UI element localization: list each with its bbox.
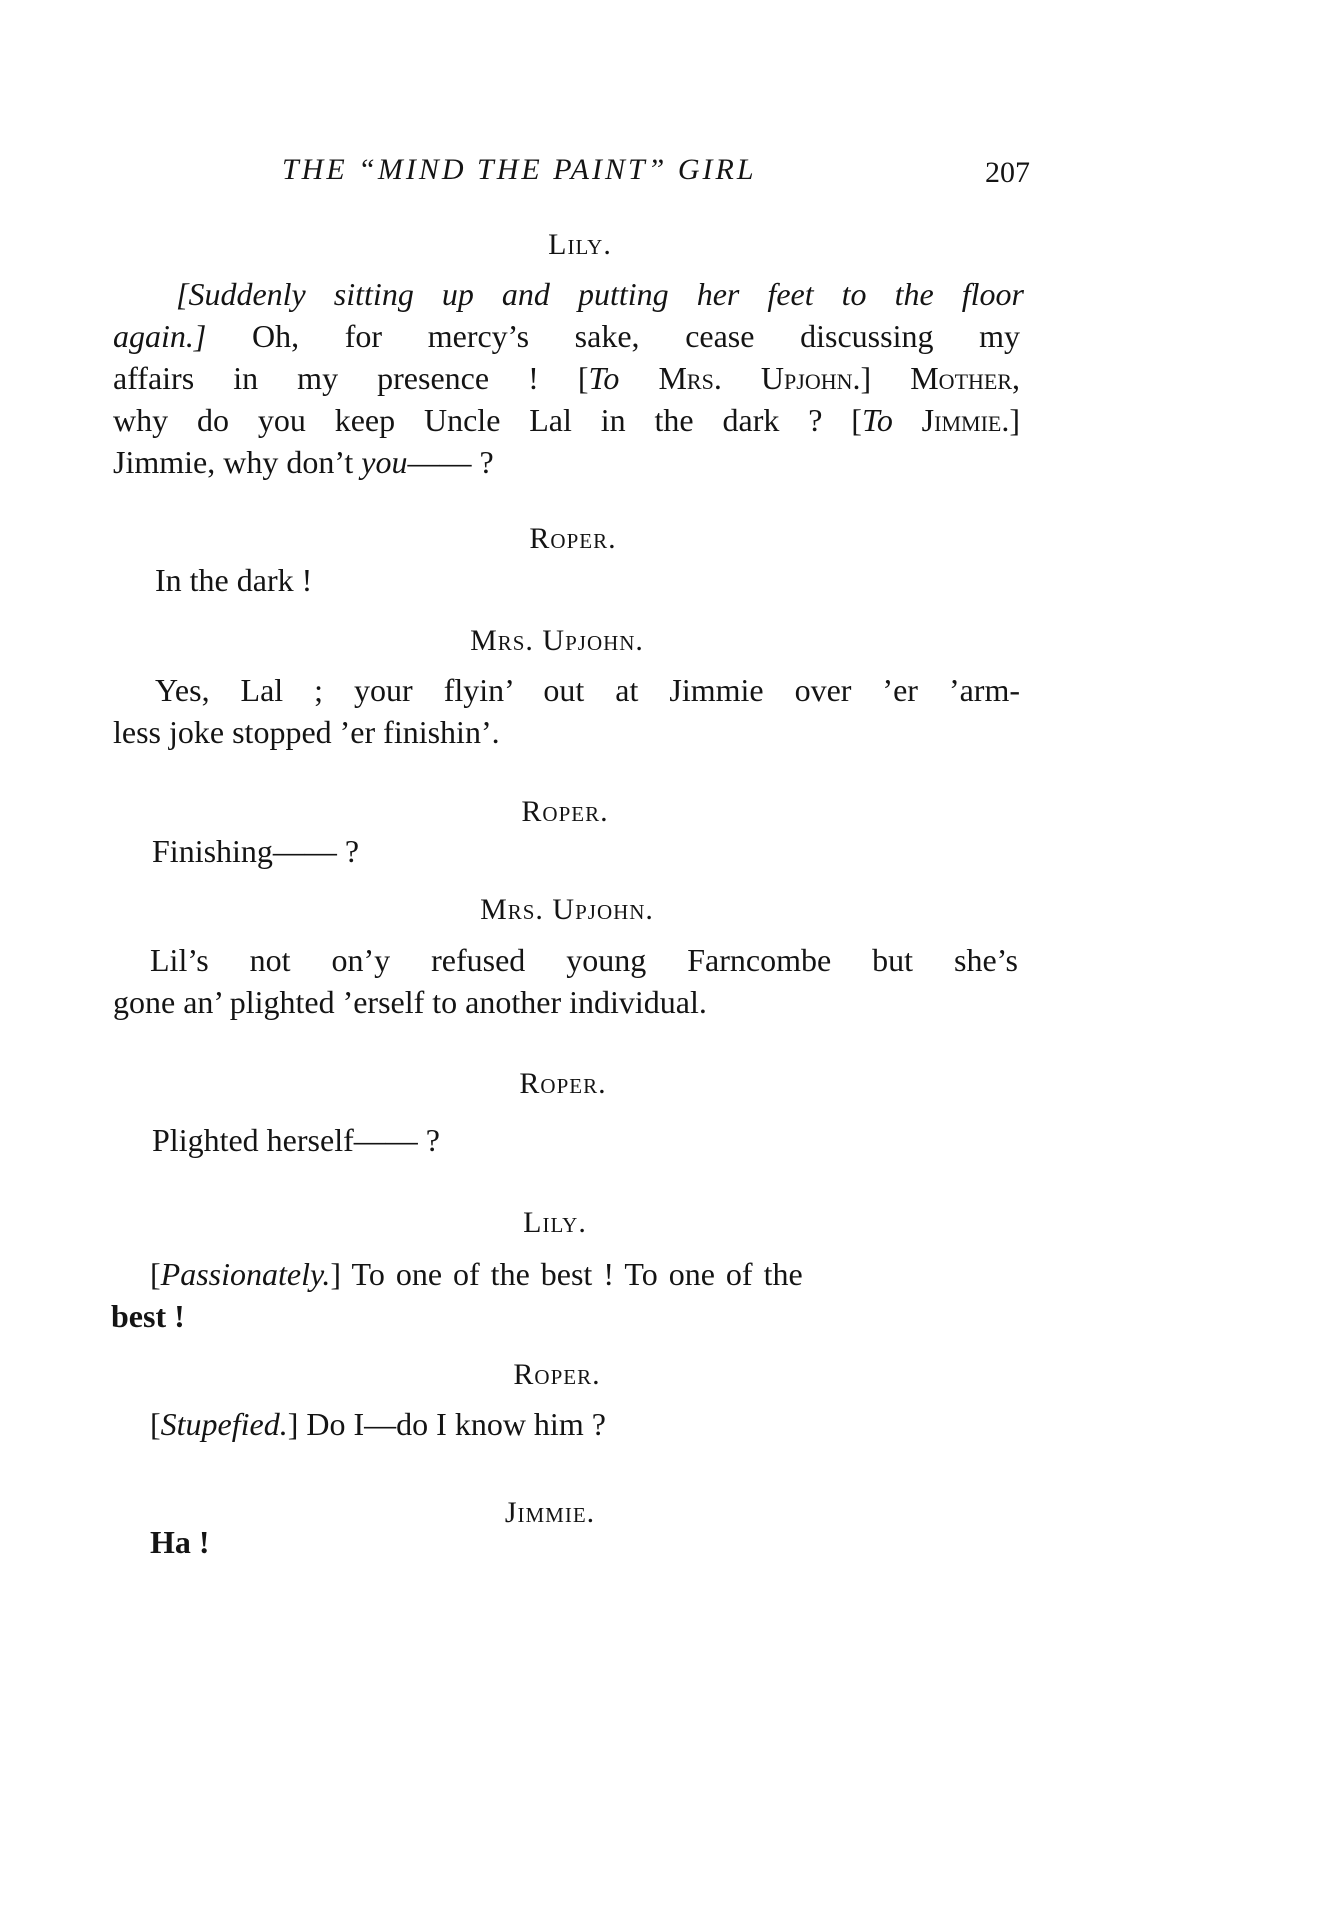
dialogue-text: why do you keep Uncle Lal in the dark ? [ (113, 402, 862, 438)
speaker-name: Mrs. Upjohn. (470, 624, 644, 657)
dialogue-text: ] To one of the best ! To one of the (330, 1256, 803, 1292)
speaker-name: Mrs. Upjohn. (480, 893, 654, 926)
dialogue-line (113, 318, 1020, 355)
dialogue-line (113, 402, 1020, 439)
stage-direction: To (588, 360, 620, 396)
dialogue-text: —— ? (407, 444, 494, 480)
stage-direction: Passionately. (160, 1256, 331, 1292)
dialogue-line: gone an’ plighted ’erself to another individual. (113, 984, 707, 1020)
page-number: 207 (985, 156, 1030, 189)
dialogue-line: Lil’s not on’y refused young Farncombe but she’s (150, 942, 1018, 978)
dialogue-line (150, 1256, 803, 1293)
dialogue-line: Plighted herself—— ? (152, 1122, 440, 1158)
dialogue-text: [ (150, 1256, 161, 1292)
dialogue-text: Jimmie.] (892, 402, 1021, 438)
stage-direction: again.] (113, 318, 207, 354)
dialogue-text: Mrs. Upjohn.] Mother, (619, 360, 1021, 396)
page-header (270, 153, 1030, 193)
speaker-name: Roper. (521, 795, 609, 828)
dialogue-text: Jimmie, why don’t (113, 444, 362, 480)
dialogue-line: In the dark ! (155, 562, 313, 598)
speaker-name: Lily. (523, 1206, 587, 1239)
dialogue-text: affairs in my presence ! [ (113, 360, 589, 396)
dialogue-text: Oh, for mercy’s sake, cease discussing my (206, 318, 1020, 354)
dialogue-line (113, 444, 494, 481)
stage-direction: To (861, 402, 893, 438)
speaker-name: Roper. (529, 522, 617, 555)
dialogue-line: Yes, Lal ; your flyin’ out at Jimmie over ’er ’arm- (155, 672, 1020, 708)
speaker-name: Lily. (548, 228, 612, 261)
dialogue-line: less joke stopped ’er finishin’. (113, 714, 500, 750)
speaker-name: Roper. (519, 1067, 607, 1100)
emphasis: you (361, 444, 408, 480)
speaker-name: Roper. (513, 1358, 601, 1391)
dialogue-line: Ha ! (150, 1524, 210, 1560)
running-title: THE “MIND THE PAINT” GIRL (282, 153, 757, 186)
stage-direction: Stupefied. (160, 1406, 288, 1442)
stage-direction: [Suddenly sitting up and putting her feet to the floor (176, 276, 1024, 312)
dialogue-line (150, 1406, 606, 1443)
speaker-name: Jimmie. (504, 1496, 596, 1529)
dialogue-line: best ! (111, 1298, 185, 1334)
dialogue-text: ] Do I—do I know him ? (287, 1406, 606, 1442)
dialogue-line (113, 360, 1020, 397)
dialogue-line: Finishing—— ? (152, 833, 360, 869)
dialogue-text: [ (150, 1406, 161, 1442)
